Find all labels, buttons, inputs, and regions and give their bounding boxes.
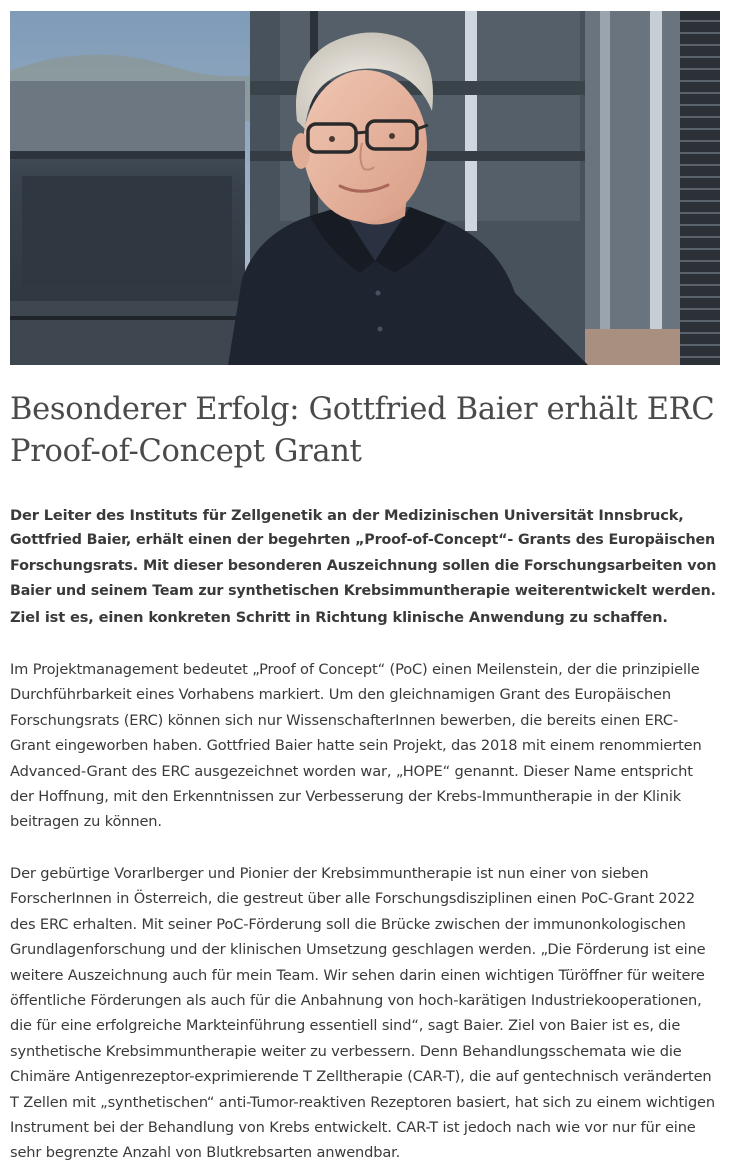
hero-photo <box>10 11 720 365</box>
paragraph-line: die für eine erfolgreiche Markteinführung essentiell sind“, sagt Baier. Ziel von Baier ist es, die <box>10 1017 681 1035</box>
article-paragraph-1 <box>10 657 720 835</box>
paragraph-line: Im Projektmanagement bedeutet „Proof of Concept“ (PoC) einen Meilenstein, der die prinzipielle <box>10 661 700 679</box>
paragraph-line: Der gebürtige Vorarlberger und Pionier der Krebsimmuntherapie ist nun einer von sieben <box>10 864 649 882</box>
lead-line: Forschungsrats. Mit dieser besonderen Auszeichnung sollen die Forschungsarbeiten von <box>10 557 717 574</box>
lead-line: Gottfried Baier, erhält einen der begehrten „Proof-of-Concept“- Grants des Europäischen <box>10 532 716 549</box>
article-paragraph-2 <box>10 861 720 1166</box>
lead-line: Ziel ist es, einen konkreten Schritt in Richtung klinische Anwendung zu schaffen. <box>10 608 668 626</box>
paragraph-line: der Hoffnung, mit den Erkenntnissen zur Verbesserung der Krebs-Immuntherapie in der Klinik <box>10 788 682 806</box>
paragraph-line: Advanced-Grant des ERC ausgezeichnet worden war, „HOPE“ genannt. Dieser Name entspricht <box>10 762 693 780</box>
paragraph-line: Forschungsrats (ERC) können sich nur WissenschafterInnen bewerben, die bereits einen ERC- <box>10 711 679 729</box>
headline-line: Besonderer Erfolg: Gottfried Baier erhält ERC <box>10 392 715 427</box>
paragraph-line: ForscherInnen in Österreich, die gestreut über alle Forschungsdisziplinen einen PoC-Grant 2022 <box>10 890 696 908</box>
article-headline <box>10 389 720 473</box>
paragraph-line: des ERC erhalten. Mit seiner PoC-Förderung soll die Brücke zwischen der immunonkologischen <box>10 915 686 933</box>
paragraph-line: Durchführbarkeit eines Vorhabens markiert. Um den gleichnamigen Grant des Europäischen <box>10 686 671 704</box>
paragraph-line: sehr begrenzte Anzahl von Blutkrebsarten anwendbar. <box>10 1144 401 1162</box>
lead-line: Der Leiter des Instituts für Zellgenetik an der Medizinischen Universität Innsbruck, <box>10 507 684 524</box>
paragraph-line: Instrument bei der Behandlung von Krebs entwickelt. CAR-T ist jedoch nach wie vor nur für eine <box>10 1118 696 1136</box>
paragraph-line: T Zellen mit „synthetischen“ anti-Tumor-reaktiven Rezeptoren basiert, hat sich zu einem wichtigen <box>10 1093 715 1111</box>
paragraph-line: öffentliche Förderungen als auch für die Anbahnung von hoch-karätigen Industriekooperationen, <box>10 991 702 1009</box>
headline-line: Proof-of-Concept Grant <box>10 434 362 469</box>
paragraph-line: Chimäre Antigenrezeptor-exprimierende T Zelltherapie (CAR-T), die auf gentechnisch veränderten <box>10 1068 712 1086</box>
paragraph-line: Grundlagenforschung und der klinischen Umsetzung geschlagen werden. „Die Förderung ist eine <box>10 941 706 959</box>
article-lead <box>10 503 720 630</box>
paragraph-line: synthetische Krebsimmuntherapie weiter zu verbessern. Denn Behandlungsschemata wie die <box>10 1042 682 1060</box>
paragraph-line: weitere Auszeichnung auch für mein Team. Wir sehen darin einen wichtigen Türöffner für weitere <box>10 966 705 984</box>
news-article <box>10 11 720 1166</box>
lead-line: Baier und seinem Team zur synthetischen Krebsimmuntherapie weiterentwickelt werden. <box>10 583 716 600</box>
paragraph-line: Grant eingeworben haben. Gottfried Baier hatte sein Projekt, das 2018 mit einem renommierten <box>10 737 702 755</box>
paragraph-line: beitragen zu können. <box>10 813 162 831</box>
